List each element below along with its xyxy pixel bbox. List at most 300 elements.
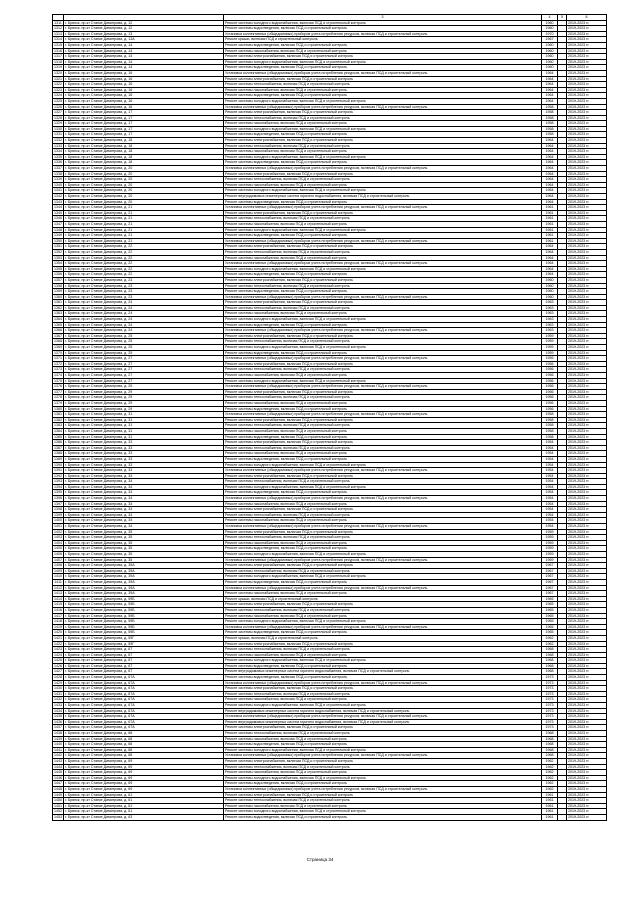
period-cell: 2019-2023 гг.: [567, 373, 607, 379]
row-number-cell: 1400: [54, 518, 62, 523]
year-cell: 1959: [542, 345, 558, 351]
period-cell: 2019-2023 гг.: [567, 93, 607, 99]
header-cell-e: 5: [558, 15, 567, 21]
period-cell: 2019-2023 гг.: [567, 194, 607, 200]
row-number-cell: 1416: [54, 607, 62, 612]
work-type-cell: Ремонт системы электроснабжения, включая ПСД и строительный контроль: [224, 440, 542, 446]
period-cell: 2019-2023 гг.: [567, 389, 607, 395]
address-cell: г. Брянск, пр-кт Станке Димитрова, д. 14: [64, 59, 224, 65]
year-cell: 1964: [542, 266, 558, 272]
address-cell: г. Брянск, пр-кт Станке Димитрова, д. 21: [64, 227, 224, 233]
row-number-cell: 1319: [54, 65, 62, 70]
year-cell: 1964: [542, 194, 558, 200]
year-cell: 1954: [542, 484, 558, 490]
address-cell: г. Брянск, пр-кт Станке Димитрова, д. 17: [64, 121, 224, 127]
work-type-cell: Ремонт системы водоотведения, включая ПСД и строительный контроль: [224, 26, 542, 32]
year-cell: 1954: [542, 512, 558, 518]
year-cell: 1973: [542, 725, 558, 731]
year-cell: 1964: [542, 160, 558, 166]
period-cell: 2019-2023 гг.: [567, 104, 607, 110]
year-cell: 1956: [542, 367, 558, 373]
work-type-cell: Ремонт системы холодного водоснабжения, включая ПСД и строительный контроль: [224, 126, 542, 132]
address-cell: г. Брянск, пр-кт Станке Димитрова, д. 69: [64, 758, 224, 764]
row-number-cell: 1346: [54, 216, 62, 221]
address-cell: г. Брянск, пр-кт Станке Димитрова, д. 23: [64, 277, 224, 283]
period-cell: 2019-2023 гг.: [567, 602, 607, 608]
row-number-cell: 1360: [54, 294, 62, 299]
year-cell: 1964: [542, 249, 558, 255]
header-cell-period: 6: [567, 15, 607, 21]
work-type-cell: Ремонт системы теплоснабжения, включая ПСД и строительный контроль: [224, 731, 542, 737]
year-cell: 1964: [542, 98, 558, 104]
row-number-cell: 1382: [54, 417, 62, 422]
period-cell: 2019-2023 гг.: [567, 557, 607, 563]
row-number-cell: 1323: [54, 87, 62, 92]
address-cell: г. Брянск, пр-кт Станке Димитрова, д. 24: [64, 311, 224, 317]
period-cell: 2019-2023 гг.: [567, 484, 607, 490]
row-number-cell: 1434: [54, 708, 62, 713]
year-cell: 1967: [542, 579, 558, 585]
year-cell: 1958: [542, 412, 558, 418]
work-type-cell: Ремонт системы холодного водоснабжения, включая ПСД и строительный контроль: [224, 619, 542, 625]
address-cell: г. Брянск, пр-кт Станке Димитрова, д. 22: [64, 261, 224, 267]
row-number-cell: 1320: [54, 70, 62, 75]
row-number-cell: 1381: [54, 412, 62, 417]
period-cell: 2019-2023 гг.: [567, 596, 607, 602]
year-cell: 1962: [542, 770, 558, 776]
work-type-cell: Установка коллективных (общедомовых) приборов учета потребления ресурсов, включая ПСД и строительный контроль: [224, 680, 542, 686]
year-cell: 1962: [542, 635, 558, 641]
work-type-cell: Ремонт системы газоснабжения, включая ПСД и строительный контроль: [224, 428, 542, 434]
year-cell: 1973: [542, 719, 558, 725]
year-cell: 1968: [542, 669, 558, 675]
period-cell: 2019-2023 гг.: [567, 300, 607, 306]
address-cell: г. Брянск, пр-кт Станке Димитрова, д. 16: [64, 82, 224, 88]
work-type-cell: Ремонт системы газоснабжения, включая ПСД и строительный контроль: [224, 87, 542, 93]
row-number-cell: 1404: [54, 540, 62, 545]
address-cell: г. Брянск, пр-кт Станке Димитрова, д. 13: [64, 31, 224, 37]
year-cell: 1964: [542, 82, 558, 88]
period-cell: 2019-2023 гг.: [567, 585, 607, 591]
row-number-cell: 1383: [54, 423, 62, 428]
work-type-cell: Ремонт системы электроснабжения, включая ПСД и строительный контроль: [224, 138, 542, 144]
row-number-cell: 1375: [54, 378, 62, 383]
address-cell: г. Брянск, пр-кт Станке Димитрова, д. 23: [64, 294, 224, 300]
address-cell: г. Брянск, пр-кт Станке Димитрова, д. 22: [64, 272, 224, 278]
period-cell: 2019-2023 гг.: [567, 524, 607, 530]
year-cell: 1959: [542, 552, 558, 558]
address-cell: г. Брянск, пр-кт Станке Димитрова, д. 29: [64, 384, 224, 390]
period-cell: 2019-2023 гг.: [567, 647, 607, 653]
year-cell: 1964: [542, 154, 558, 160]
work-type-cell: Ремонт системы газоснабжения, включая ПСД и строительный контроль: [224, 697, 542, 703]
row-number-cell: 1410: [54, 574, 62, 579]
work-type-cell: Ремонт системы теплоснабжения, включая ПСД и строительный контроль: [224, 607, 542, 613]
address-cell: г. Брянск, пр-кт Станке Димитрова, д. 24: [64, 322, 224, 328]
year-cell: 1968: [542, 736, 558, 742]
period-cell: 2019-2023 гг.: [567, 216, 607, 222]
address-cell: г. Брянск, пр-кт Станке Димитрова, д. 69: [64, 770, 224, 776]
work-type-cell: Ремонт крыши, включая ПСД и строительный контроль: [224, 635, 542, 641]
year-cell: 1968: [542, 742, 558, 748]
period-cell: 2019-2023 гг.: [567, 786, 607, 792]
year-cell: 1967: [542, 591, 558, 597]
year-cell: 1954: [542, 501, 558, 507]
work-type-cell: Ремонт системы электроснабжения, включая ПСД и строительный контроль: [224, 277, 542, 283]
period-cell: 2019-2023 гг.: [567, 753, 607, 759]
row-number-cell: 1379: [54, 400, 62, 405]
work-type-cell: Ремонт системы водоотведения, включая ПСД и строительный контроль: [224, 406, 542, 412]
address-cell: г. Брянск, пр-кт Станке Димитрова, д. 59Б: [64, 602, 224, 608]
row-number-cell: 1409: [54, 568, 62, 573]
period-cell: 2019-2023 гг.: [567, 725, 607, 731]
period-cell: 2019-2023 гг.: [567, 434, 607, 440]
address-cell: г. Брянск, пр-кт Станке Димитрова, д. 34: [64, 512, 224, 518]
period-cell: 2019-2023 гг.: [567, 154, 607, 160]
row-number-cell: 1390: [54, 462, 62, 467]
work-type-cell: Ремонт системы водоотведения, включая ПСД и строительный контроль: [224, 742, 542, 748]
row-number-cell: 1450: [54, 798, 62, 803]
row-number-cell: 1326: [54, 104, 62, 109]
work-type-cell: Ремонт системы водоотведения, включая ПСД и строительный контроль: [224, 132, 542, 138]
row-number-cell: 1328: [54, 115, 62, 120]
address-cell: г. Брянск, пр-кт Станке Димитрова, д. 22: [64, 249, 224, 255]
address-cell: г. Брянск, пр-кт Станке Димитрова, д. 33: [64, 462, 224, 468]
row-number-cell: 1313: [54, 31, 62, 36]
year-cell: 1964: [542, 177, 558, 183]
work-type-cell: Ремонт системы холодного водоснабжения, включая ПСД и строительный контроль: [224, 809, 542, 815]
row-number-cell: 1350: [54, 238, 62, 243]
row-number-cell: 1420: [54, 630, 62, 635]
row-number-cell: 1378: [54, 395, 62, 400]
period-cell: 2019-2023 гг.: [567, 535, 607, 541]
year-cell: 1959: [542, 557, 558, 563]
period-cell: 2019-2023 гг.: [567, 26, 607, 32]
row-number-cell: 1361: [54, 300, 62, 305]
period-cell: 2019-2023 гг.: [567, 781, 607, 787]
row-number-cell: 1432: [54, 697, 62, 702]
period-cell: 2019-2023 гг.: [567, 126, 607, 132]
address-cell: г. Брянск, пр-кт Станке Димитрова, д. 35: [64, 540, 224, 546]
row-number-cell: 1376: [54, 384, 62, 389]
work-type-cell: Ремонт системы водоотведения, включая ПСД и строительный контроль: [224, 675, 542, 681]
address-cell: г. Брянск, пр-кт Станке Димитрова, д. 61: [64, 809, 224, 815]
header-cell-work: 3: [224, 15, 542, 21]
year-cell: 1965: [542, 630, 558, 636]
period-cell: 2019-2023 гг.: [567, 635, 607, 641]
address-cell: г. Брянск, пр-кт Станке Димитрова, д. 69: [64, 775, 224, 781]
work-type-cell: Ремонт системы теплоснабжения, включая ПСД и строительный контроль: [224, 305, 542, 311]
period-cell: 2019-2023 гг.: [567, 473, 607, 479]
year-cell: 1967: [542, 568, 558, 574]
address-cell: г. Брянск, пр-кт Станке Димитрова, д. 34: [64, 496, 224, 502]
period-cell: 2019-2023 гг.: [567, 367, 607, 373]
work-type-cell: Ремонт системы водоотведения, включая ПСД и строительный контроль: [224, 630, 542, 636]
work-type-cell: Ремонт системы электроснабжения, включая ПСД и строительный контроль: [224, 210, 542, 216]
row-number-cell: 1384: [54, 428, 62, 433]
year-cell: 1958: [542, 104, 558, 110]
period-cell: 2019-2023 гг.: [567, 764, 607, 770]
address-cell: г. Брянск, пр-кт Станке Димитрова, д. 63: [64, 814, 224, 820]
year-cell: 1960: [542, 26, 558, 32]
period-cell: 2019-2023 гг.: [567, 395, 607, 401]
work-type-cell: Установка коллективных (общедомовых) приборов учета потребления ресурсов, включая ПСД и строительный контроль: [224, 496, 542, 502]
address-cell: г. Брянск, пр-кт Станке Димитрова, д. 59Г: [64, 635, 224, 641]
work-type-cell: Ремонт системы водоотведения, включая ПСД и строительный контроль: [224, 350, 542, 356]
address-cell: г. Брянск, пр-кт Станке Димитрова, д. 21: [64, 205, 224, 211]
year-cell: 1960: [542, 277, 558, 283]
work-type-cell: Ремонт системы теплоснабжения, включая ПСД и строительный контроль: [224, 423, 542, 429]
year-cell: 1967: [542, 574, 558, 580]
row-number-cell: 1370: [54, 350, 62, 355]
row-number-cell: 1439: [54, 736, 62, 741]
work-type-cell: Ремонт системы теплоснабжения, включая ПСД и строительный контроль: [224, 82, 542, 88]
year-cell: 1964: [542, 70, 558, 76]
work-type-cell: Ремонт системы электроснабжения, включая ПСД и строительный контроль: [224, 54, 542, 60]
address-cell: г. Брянск, пр-кт Станке Димитрова, д. 59Б: [64, 613, 224, 619]
address-cell: г. Брянск, пр-кт Станке Димитрова, д. 34: [64, 484, 224, 490]
work-type-cell: Ремонт системы водоотведения, включая ПСД и строительный контроль: [224, 814, 542, 820]
row-number-cell: 1415: [54, 602, 62, 607]
year-cell: 1954: [542, 451, 558, 457]
row-number-cell: 1427: [54, 669, 62, 674]
row-number-cell: 1394: [54, 484, 62, 489]
address-cell: г. Брянск, пр-кт Станке Димитрова, д. 27: [64, 367, 224, 373]
period-cell: 2019-2023 гг.: [567, 529, 607, 535]
row-number-cell: 1336: [54, 160, 62, 165]
work-type-cell: Ремонт системы холодного водоснабжения, включая ПСД и строительный контроль: [224, 345, 542, 351]
row-number-cell: 1441: [54, 747, 62, 752]
address-cell: г. Брянск, пр-кт Станке Димитрова, д. 33: [64, 451, 224, 457]
work-type-cell: Ремонт системы электроснабжения, включая ПСД и строительный контроль: [224, 563, 542, 569]
address-cell: г. Брянск, пр-кт Станке Димитрова, д. 33: [64, 445, 224, 451]
period-cell: 2019-2023 гг.: [567, 289, 607, 295]
address-cell: г. Брянск, пр-кт Станке Димитрова, д. 67: [64, 669, 224, 675]
year-cell: 1961: [542, 809, 558, 815]
address-cell: г. Брянск, пр-кт Станке Димитрова, д. 25: [64, 333, 224, 339]
work-type-cell: Ремонт крыши, включая ПСД и строительный контроль: [224, 596, 542, 602]
period-cell: 2019-2023 гг.: [567, 255, 607, 261]
period-cell: 2019-2023 гг.: [567, 70, 607, 76]
address-cell: г. Брянск, пр-кт Станке Димитрова, д. 21: [64, 216, 224, 222]
row-number-cell: 1318: [54, 59, 62, 64]
address-cell: г. Брянск, пр-кт Станке Димитрова, д. 59Б: [64, 624, 224, 630]
work-type-cell: Ремонт системы холодного водоснабжения, включая ПСД и строительный контроль: [224, 266, 542, 272]
year-cell: 1959: [542, 333, 558, 339]
year-cell: 1960: [542, 54, 558, 60]
period-cell: 2019-2023 гг.: [567, 322, 607, 328]
address-cell: г. Брянск, пр-кт Станке Димитрова, д. 31: [64, 412, 224, 418]
year-cell: 1960: [542, 65, 558, 71]
year-cell: 1965: [542, 613, 558, 619]
period-cell: 2019-2023 гг.: [567, 115, 607, 121]
address-cell: г. Брянск, пр-кт Станке Димитрова, д. 24: [64, 300, 224, 306]
row-number-cell: 1331: [54, 132, 62, 137]
row-number-cell: 1321: [54, 76, 62, 81]
period-cell: 2019-2023 гг.: [567, 277, 607, 283]
work-type-cell: Установка коллективных (общедомовых) приборов учета потребления ресурсов, включая ПСД и строительный контроль: [224, 468, 542, 474]
period-cell: 2019-2023 гг.: [567, 675, 607, 681]
period-cell: 2019-2023 гг.: [567, 333, 607, 339]
period-cell: 2019-2023 гг.: [567, 31, 607, 37]
row-number-cell: 1339: [54, 177, 62, 182]
period-cell: 2019-2023 гг.: [567, 546, 607, 552]
period-cell: 2019-2023 гг.: [567, 132, 607, 138]
row-number-cell: 1401: [54, 524, 62, 529]
work-type-cell: Ремонт системы газоснабжения, включая ПСД и строительный контроль: [224, 451, 542, 457]
period-cell: 2019-2023 гг.: [567, 641, 607, 647]
address-cell: г. Брянск, пр-кт Станке Димитрова, д. 20: [64, 199, 224, 205]
period-cell: 2019-2023 гг.: [567, 400, 607, 406]
row-number-cell: 1417: [54, 613, 62, 618]
work-type-cell: Ремонт крыши, включая ПСД и строительный контроль: [224, 37, 542, 43]
year-cell: 1964: [542, 138, 558, 144]
year-cell: 1958: [542, 110, 558, 116]
period-cell: 2019-2023 гг.: [567, 501, 607, 507]
work-type-cell: Ремонт системы электроснабжения, включая ПСД и строительный контроль: [224, 361, 542, 367]
period-cell: 2019-2023 гг.: [567, 591, 607, 597]
address-cell: г. Брянск, пр-кт Станке Димитрова, д. 69: [64, 781, 224, 787]
work-type-cell: Ремонт системы водоотведения, включая ПСД и строительный контроль: [224, 233, 542, 239]
period-cell: 2019-2023 гг.: [567, 378, 607, 384]
work-type-cell: Ремонт системы теплоснабжения, включая ПСД и строительный контроль: [224, 512, 542, 518]
address-cell: г. Брянск, пр-кт Станке Димитрова, д. 23: [64, 283, 224, 289]
period-cell: 2019-2023 гг.: [567, 540, 607, 546]
year-cell: 1967: [542, 563, 558, 569]
row-number-cell: 1372: [54, 361, 62, 366]
year-cell: 1959: [542, 529, 558, 535]
period-cell: 2019-2023 гг.: [567, 552, 607, 558]
year-cell: 1964: [542, 149, 558, 155]
period-cell: 2019-2023 гг.: [567, 20, 607, 26]
row-number-cell: 1354: [54, 261, 62, 266]
address-cell: г. Брянск, пр-кт Станке Димитрова, д. 68: [64, 753, 224, 759]
address-cell: г. Брянск, пр-кт Станке Димитрова, д. 69: [64, 786, 224, 792]
address-cell: г. Брянск, пр-кт Станке Димитрова, д. 39А: [64, 579, 224, 585]
row-number-cell: 1343: [54, 199, 62, 204]
period-cell: 2019-2023 гг.: [567, 160, 607, 166]
header-cell-year: 4: [542, 15, 558, 21]
year-cell: 1973: [542, 686, 558, 692]
address-cell: г. Брянск, пр-кт Станке Димитрова, д. 27: [64, 373, 224, 379]
year-cell: 1961: [542, 227, 558, 233]
address-cell: г. Брянск, пр-кт Станке Димитрова, д. 24: [64, 328, 224, 334]
row-number-cell: 1428: [54, 675, 62, 680]
year-cell: 1956: [542, 400, 558, 406]
address-cell: г. Брянск, пр-кт Станке Димитрова, д. 22: [64, 244, 224, 250]
period-cell: 2019-2023 гг.: [567, 742, 607, 748]
work-type-cell: Ремонт системы водоотведения, включая ПСД и строительный контроль: [224, 490, 542, 496]
period-cell: 2019-2023 гг.: [567, 607, 607, 613]
work-type-cell: Ремонт системы электроснабжения, включая ПСД и строительный контроль: [224, 792, 542, 798]
period-cell: 2019-2023 гг.: [567, 210, 607, 216]
address-cell: г. Брянск, пр-кт Станке Димитрова, д. 34: [64, 501, 224, 507]
address-cell: г. Брянск, пр-кт Станке Димитрова, д. 34: [64, 507, 224, 513]
work-type-cell: Ремонт системы газоснабжения, включая ПСД и строительный контроль: [224, 221, 542, 227]
period-cell: 2019-2023 гг.: [567, 182, 607, 188]
row-number-cell: 1349: [54, 233, 62, 238]
period-cell: 2019-2023 гг.: [567, 490, 607, 496]
row-number-cell: 1355: [54, 266, 62, 271]
row-number-cell: 1359: [54, 289, 62, 294]
period-cell: 2019-2023 гг.: [567, 110, 607, 116]
year-cell: 1956: [542, 384, 558, 390]
work-type-cell: Ремонт системы холодного водоснабжения, включая ПСД и строительный контроль: [224, 20, 542, 26]
row-number-cell: 1418: [54, 619, 62, 624]
year-cell: 1954: [542, 479, 558, 485]
year-cell: 1964: [542, 188, 558, 194]
work-type-cell: Ремонт системы водоотведения, включая ПСД и строительный контроль: [224, 434, 542, 440]
year-cell: 1958: [542, 126, 558, 132]
row-number-cell: 1367: [54, 333, 62, 338]
address-cell: г. Брянск, пр-кт Станке Димитрова, д. 16: [64, 98, 224, 104]
period-cell: 2019-2023 гг.: [567, 249, 607, 255]
row-number-cell: 1438: [54, 731, 62, 735]
year-cell: 1973: [542, 675, 558, 681]
address-cell: г. Брянск, пр-кт Станке Димитрова, д. 33: [64, 440, 224, 446]
work-type-cell: Установка коллективных (общедомовых) приборов учета потребления ресурсов, включая ПСД и строительный контроль: [224, 328, 542, 334]
address-cell: г. Брянск, пр-кт Станке Димитрова, д. 39А: [64, 568, 224, 574]
row-number-cell: 1374: [54, 373, 62, 377]
year-cell: 1954: [542, 440, 558, 446]
address-cell: г. Брянск, пр-кт Станке Димитрова, д. 29: [64, 406, 224, 412]
period-cell: 2019-2023 гг.: [567, 406, 607, 412]
work-type-cell: Ремонт системы теплоснабжения, включая ПСД и строительный контроль: [224, 479, 542, 485]
address-cell: г. Брянск, пр-кт Станке Димитрова, д. 22: [64, 255, 224, 261]
address-cell: г. Брянск, пр-кт Станке Димитрова, д. 18: [64, 160, 224, 166]
period-cell: 2019-2023 гг.: [567, 177, 607, 183]
address-cell: г. Брянск, пр-кт Станке Димитрова, д. 16: [64, 76, 224, 82]
address-cell: г. Брянск, пр-кт Станке Димитрова, д. 67: [64, 647, 224, 653]
address-cell: г. Брянск, пр-кт Станке Димитрова, д. 18: [64, 149, 224, 155]
address-cell: г. Брянск, пр-кт Станке Димитрова, д. 23: [64, 289, 224, 295]
year-cell: 1964: [542, 272, 558, 278]
row-number-cell: 1314: [54, 37, 62, 42]
period-cell: 2019-2023 гг.: [567, 440, 607, 446]
period-cell: 2019-2023 гг.: [567, 792, 607, 798]
row-number-cell: 1444: [54, 764, 62, 769]
period-cell: 2019-2023 гг.: [567, 233, 607, 239]
period-cell: 2019-2023 гг.: [567, 775, 607, 781]
year-cell: 1958: [542, 434, 558, 440]
work-type-cell: Ремонт системы холодного водоснабжения, включая ПСД и строительный контроль: [224, 378, 542, 384]
period-cell: 2019-2023 гг.: [567, 261, 607, 267]
address-cell: г. Брянск, пр-кт Станке Димитрова, д. 39А: [64, 591, 224, 597]
work-type-cell: Ремонт системы теплоснабжения, включая ПСД и строительный контроль: [224, 568, 542, 574]
period-cell: 2019-2023 гг.: [567, 479, 607, 485]
work-type-cell: Установка коллективных (общедомовых) приборов учета потребления ресурсов, включая ПСД и строительный контроль: [224, 585, 542, 591]
period-cell: 2019-2023 гг.: [567, 691, 607, 697]
address-cell: г. Брянск, пр-кт Станке Димитрова, д. 16: [64, 87, 224, 93]
period-cell: 2019-2023 гг.: [567, 199, 607, 205]
address-cell: г. Брянск, пр-кт Станке Димитрова, д. 20: [64, 194, 224, 200]
year-cell: 1968: [542, 663, 558, 669]
row-number-cell: 1413: [54, 591, 62, 596]
address-cell: г. Брянск, пр-кт Станке Димитрова, д. 34: [64, 479, 224, 485]
row-number-cell: 1453: [54, 814, 62, 819]
period-cell: 2019-2023 гг.: [567, 456, 607, 462]
year-cell: 1960: [542, 289, 558, 295]
row-number-cell: 1405: [54, 546, 62, 551]
work-type-cell: Установка коллективных (общедомовых) приборов учета потребления ресурсов, включая ПСД и строительный контроль: [224, 205, 542, 211]
year-cell: 1964: [542, 76, 558, 82]
address-cell: г. Брянск, пр-кт Станке Димитрова, д. 24: [64, 317, 224, 323]
work-type-cell: Ремонт системы теплоснабжения, включая ПСД и строительный контроль: [224, 143, 542, 149]
period-cell: 2019-2023 гг.: [567, 686, 607, 692]
year-cell: 1964: [542, 87, 558, 93]
year-cell: 1963: [542, 311, 558, 317]
year-cell: 1954: [542, 445, 558, 451]
